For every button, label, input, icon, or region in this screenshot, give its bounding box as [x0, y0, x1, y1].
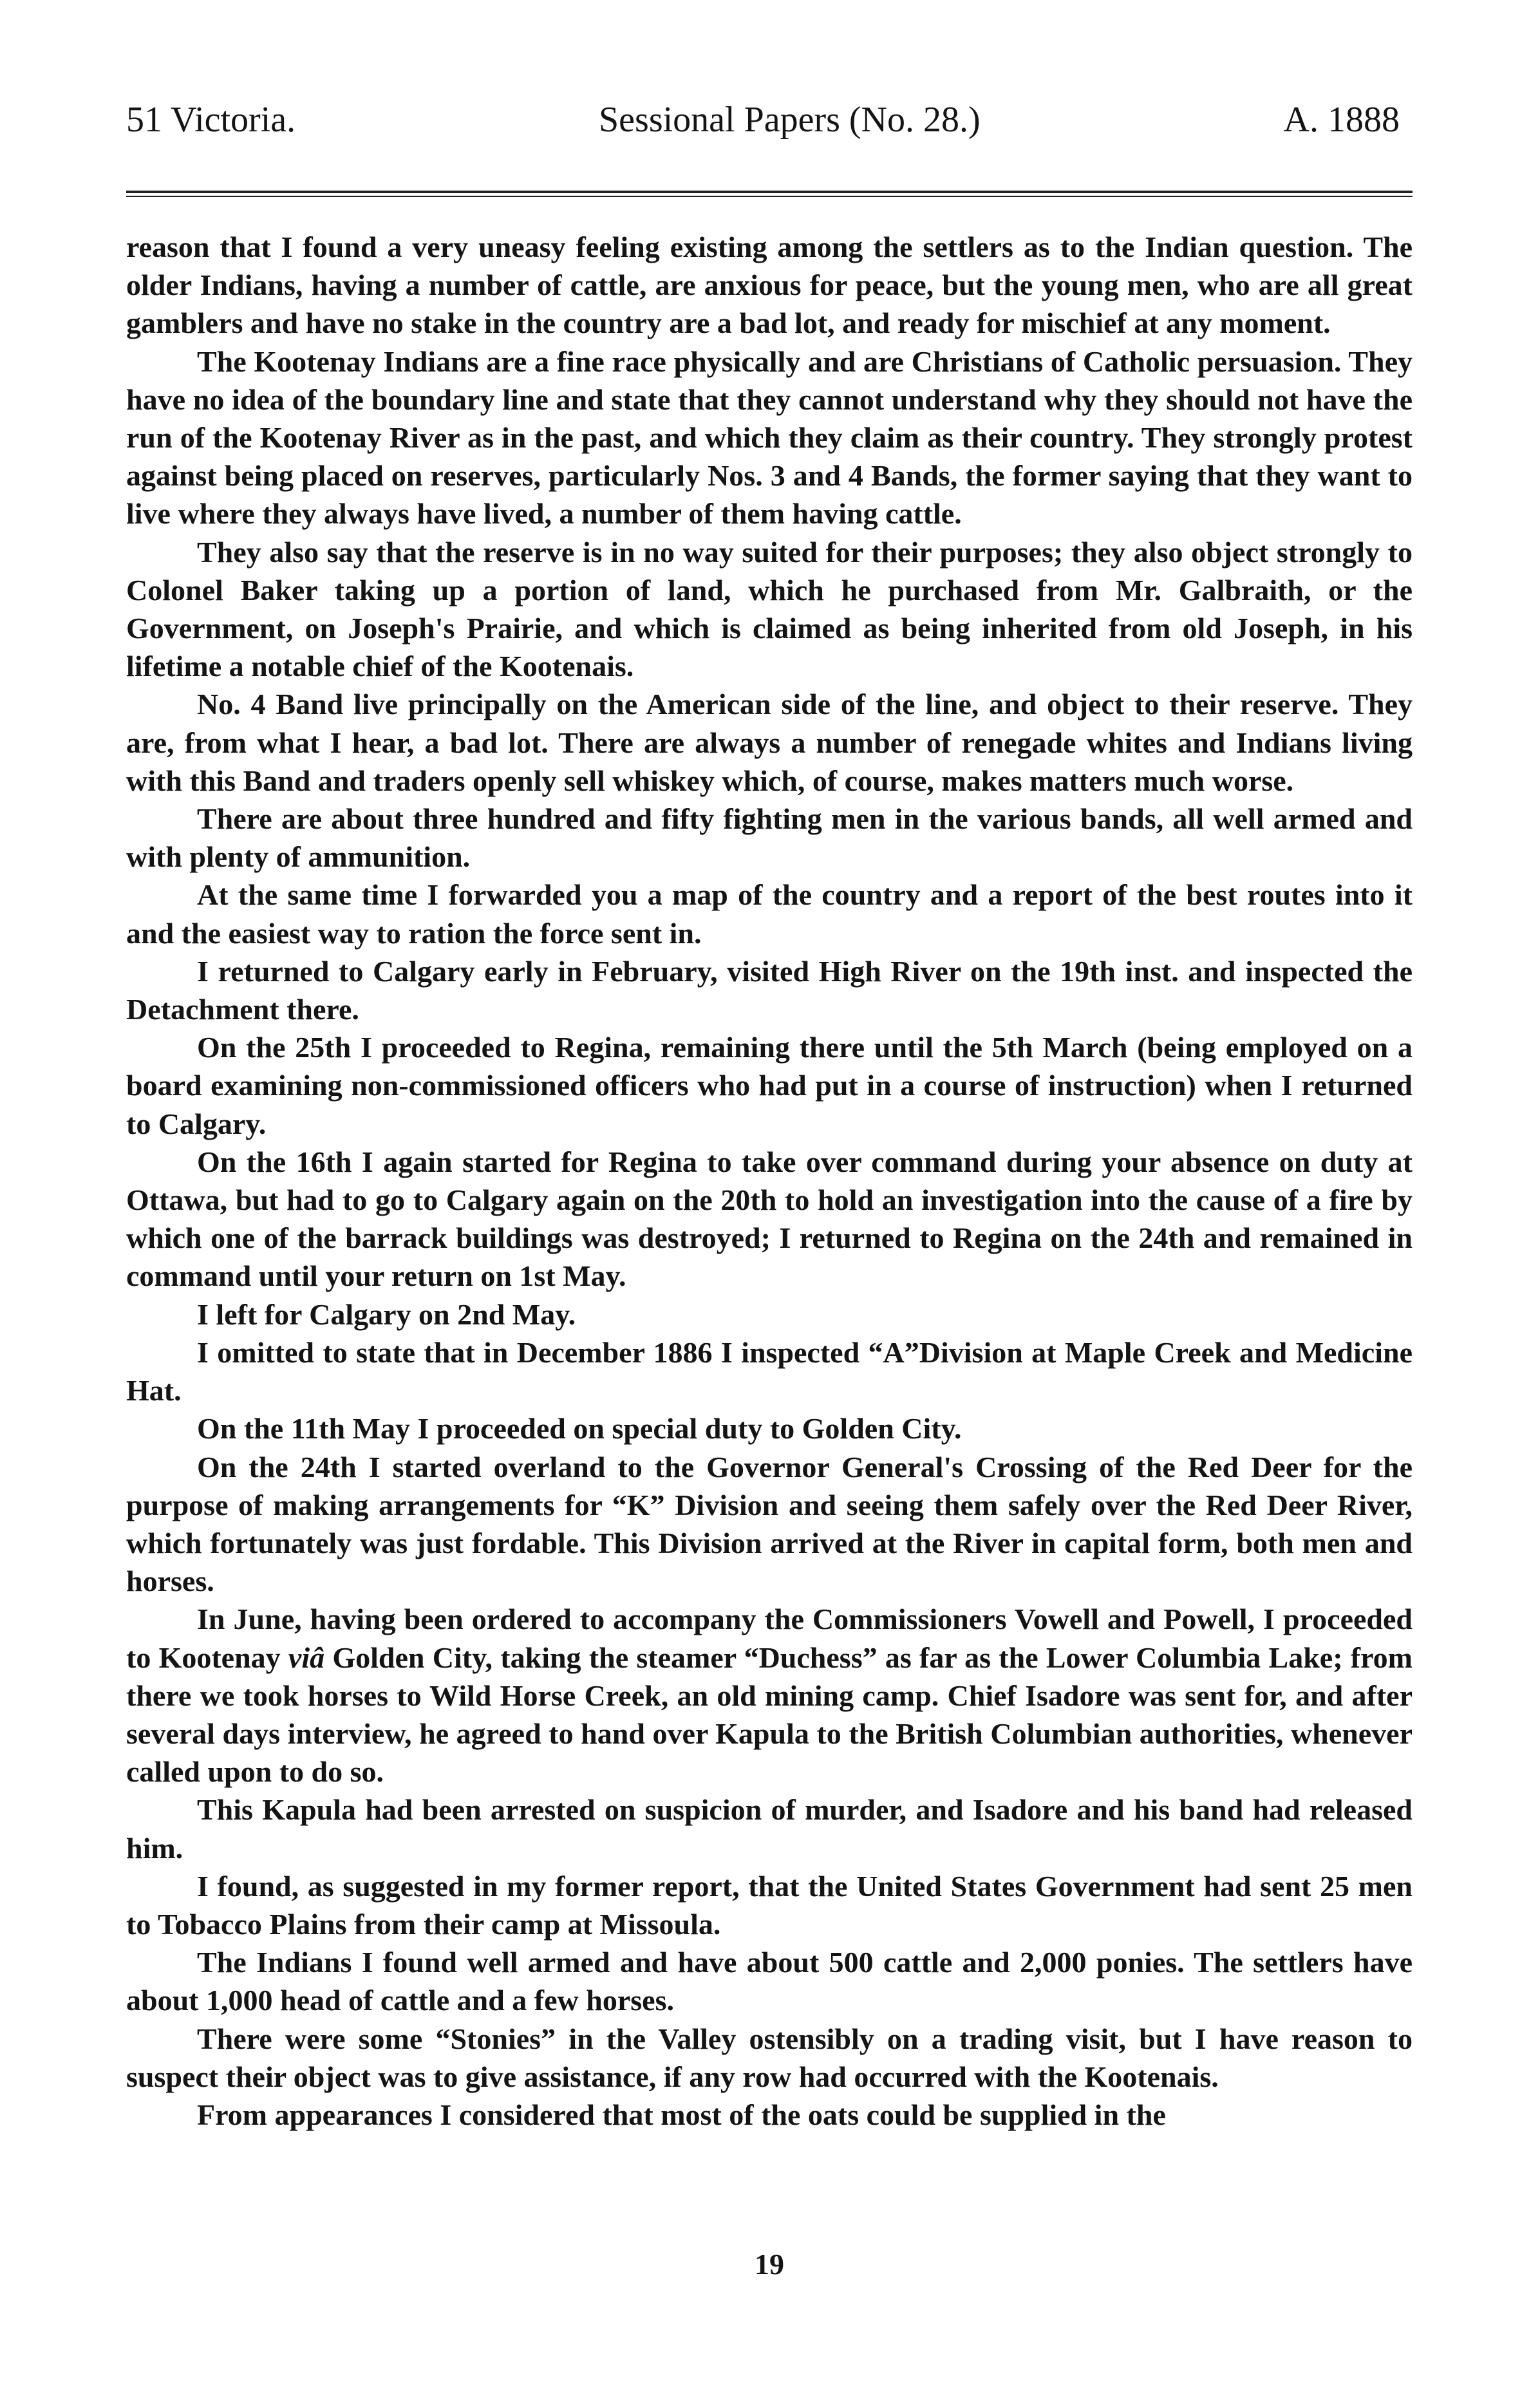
paragraph-via-end: Golden City, taking the steamer “Duchess” as far as the Lower Columbia Lake; from there we took horses to Wild Horse Creek, an old mining camp. Chief Isadore was sent for, and after several days interview, he agreed to hand over Kapula to the British Columbian authorities, whenever called upon to do so. [126, 1641, 1413, 1789]
document-page [126, 97, 1413, 2311]
header-rule [126, 191, 1413, 197]
paragraph: I found, as suggested in my former report, that the United States Government had sent 25 men to Tobacco Plains from their camp at Missoula. [126, 1869, 1413, 1941]
paragraph-via-start: In June, having been ordered to accompany the Commissioners Vowell and Powell, I proceeded to Kootenay [126, 1603, 1413, 1674]
header-year: A. 1888 [1283, 100, 1400, 140]
paragraph: reason that I found a very uneasy feeling existing among the settlers as to the Indian question. The older Indians, having a number of cattle, are anxious for peace, but the young men, who are all great gamblers and have no stake in the country are a bad lot, and ready for mischief at any moment. [126, 231, 1413, 340]
paragraph: They also say that the reserve is in no way suited for their purposes; they also object strongly to Colonel Baker taking up a portion of land, which he purchased from Mr. Galbraith, or the Government, on Joseph's Prairie, and which is claimed as being inherited from old Joseph, in his lifetime a notable chief of the Kootenais. [126, 535, 1413, 683]
page-number: 19 [755, 2248, 784, 2281]
paragraph: I returned to Calgary early in February, visited High River on the 19th inst. and inspected the Detachment there. [126, 954, 1413, 1026]
header-volume: 51 Victoria. [126, 100, 296, 140]
paragraph: On the 11th May I proceeded on special duty to Golden City. [197, 1412, 962, 1445]
paragraph: No. 4 Band live principally on the American side of the line, and object to their reserve. They are, from what I hear, a bad lot. There are always a number of renegade whites and Indians living with this Band and traders openly sell whiskey which, of course, makes matters much worse. [126, 688, 1413, 797]
paragraph-via [126, 1600, 1413, 1791]
paragraph: On the 25th I proceeded to Regina, remaining there until the 5th March (being employed on a board examining non-commissioned officers who had put in a course of instruction) when I returned to Calgary. [126, 1031, 1413, 1140]
paragraph: The Kootenay Indians are a fine race physically and are Christians of Catholic persuasion. They have no idea of the boundary line and state that they cannot understand why they should not have the run of the Kootenay River as in the past, and which they claim as their country. They strongly protest against being placed on reserves, particularly Nos. 3 and 4 Bands, the former saying that they want to live where they always have lived, a number of them having cattle. [126, 344, 1413, 531]
italic-via: viâ [288, 1641, 325, 1674]
paragraph: On the 16th I again started for Regina to take over command during your absence on duty at Ottawa, but had to go to Calgary again on the 20th to hold an investigation into the cause of a fire by which one of the barrack buildings was destroyed; I returned to Regina on the 24th and remained in command until your return on 1st May. [126, 1145, 1413, 1293]
paragraph: There are about three hundred and fifty fighting men in the various bands, all well armed and with plenty of ammunition. [126, 802, 1413, 874]
paragraph: This Kapula had been arrested on suspicion of murder, and Isadore and his band had released him. [126, 1793, 1413, 1865]
paragraph: I omitted to state that in December 1886 I inspected “A”Division at Maple Creek and Medicine Hat. [126, 1335, 1413, 1407]
paragraph: There were some “Stonies” in the Valley ostensibly on a trading visit, but I have reason to suspect their object was to give assistance, if any row had occurred with the Kootenais. [126, 2022, 1413, 2093]
header-title: Sessional Papers (No. 28.) [599, 100, 981, 140]
body-text [126, 228, 1413, 2134]
paragraph: From appearances I considered that most of the oats could be supplied in the [197, 2098, 1166, 2131]
paragraph: I left for Calgary on 2nd May. [197, 1297, 576, 1331]
paragraph: At the same time I forwarded you a map of the country and a report of the best routes into it and the easiest way to ration the force sent in. [126, 878, 1413, 950]
paragraph: The Indians I found well armed and have about 500 cattle and 2,000 ponies. The settlers have about 1,000 head of cattle and a few horses. [126, 1946, 1413, 2017]
running-header [126, 97, 1413, 146]
paragraph: On the 24th I started overland to the Governor General's Crossing of the Red Deer for the purpose of making arrangements for “K” Division and seeing them safely over the Red Deer River, which fortunately was just fordable. This Division arrived at the River in capital form, both men and horses. [126, 1450, 1413, 1598]
